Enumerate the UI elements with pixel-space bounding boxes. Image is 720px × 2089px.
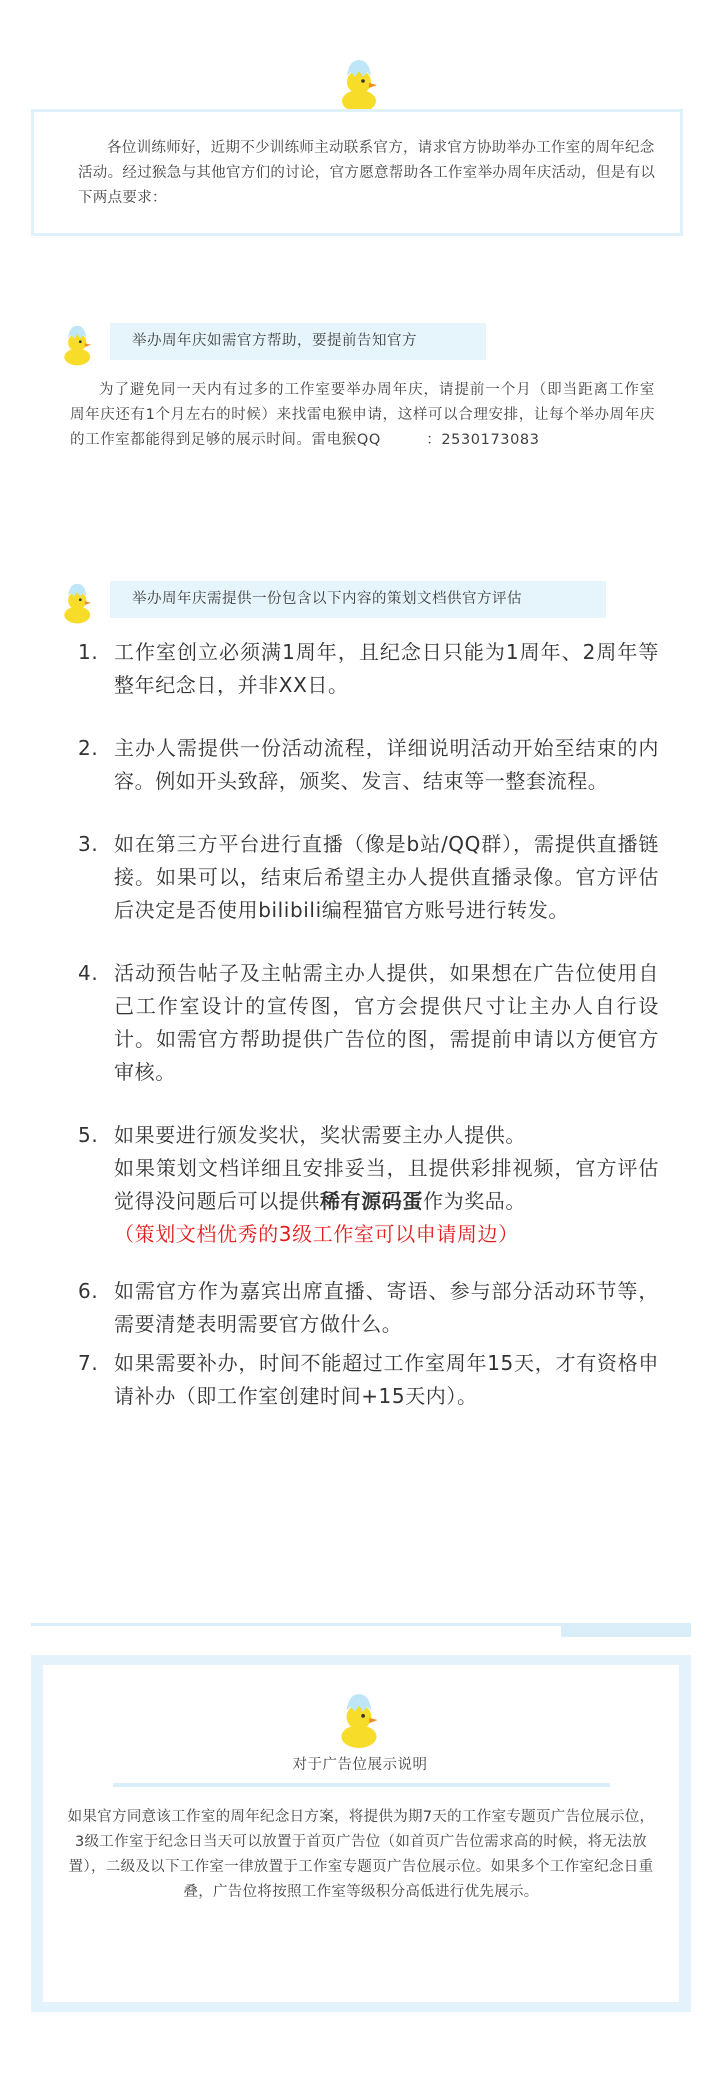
list-item: 4. 活动预告帖子及主帖需主办人提供，如果想在广告位使用自己工作室设计的宣传图，官方会提供尺寸让主办人自行设计。如需官方帮助提供广告位的图，需提前申请以方便官方审核。 (78, 961, 659, 1084)
list-item: 6. 如需官方作为嘉宾出席直播、寄语、参与部分活动环节等，需要清楚表明需要官方做什么。 (78, 1279, 659, 1336)
reward-highlight: 稀有源码蛋 (320, 1189, 423, 1213)
list-item: 1. 工作室创立必须满1周年，且纪念日只能为1周年、2周年等整年纪念日，并非XX日。 (78, 640, 659, 697)
duck-mascot-icon (339, 56, 381, 112)
list-item: 2. 主办人需提供一份活动流程，详细说明活动开始至结束的内容。例如开头致辞，颁奖、发言、结束等一整套流程。 (78, 736, 659, 793)
section2-label: 举办周年庆需提供一份包含以下内容的策划文档供官方评估 (110, 581, 606, 618)
merch-note: （策划文档优秀的3级工作室可以申请周边） (114, 1222, 519, 1246)
section1-label: 举办周年庆如需官方帮助，要提前告知官方 (110, 323, 486, 360)
requirements-list (74, 636, 659, 1413)
ad-title-underline (113, 1783, 610, 1787)
list-item: 5. 如果要进行颁发奖状，奖状需要主办人提供。 如果策划文档详细且安排妥当，且提供彩排视频，官方评估觉得没问题后可以提供稀有源码蛋作为奖品。 （策划文档优秀的3级工作室可以申请周边） (74, 1119, 659, 1251)
divider (31, 1623, 561, 1626)
ad-text: 如果官方同意该工作室的周年纪念日方案，将提供为期7天的工作室专题页广告位展示位，3级工作室于纪念日当天可以放置于首页广告位（如首页广告位需求高的时候，将无法放置），二级及以下工作室一律放置于工作室专题页广告位展示位。如果多个工作室纪念日重叠，广告位将按照工作室等级积分高低进行优先展示。 (67, 1809, 655, 1900)
section1-text: 为了避免同一天内有过多的工作室要举办周年庆，请提前一个月（即当距离工作室周年庆还有1个月左右的时候）来找雷电猴申请，这样可以合理安排，让每个举办周年庆的工作室都能得到足够的展示时间。雷电猴QQ ：2530173083 (70, 382, 655, 448)
duck-mascot-icon (62, 322, 94, 366)
intro-box (31, 109, 683, 236)
duck-mascot-icon (62, 580, 94, 624)
list-item: 7. 如果需要补办，时间不能超过工作室周年15天，才有资格申请补办（即工作室创建时间+15天内）。 (78, 1351, 659, 1408)
intro-text: 各位训练师好，近期不少训练师主动联系官方，请求官方协助举办工作室的周年纪念活动。经过猴急与其他官方们的讨论，官方愿意帮助各工作室举办周年庆活动，但是有以下两点要求： (78, 140, 656, 206)
divider-accent (561, 1623, 691, 1637)
list-item: 3. 如在第三方平台进行直播（像是b站/QQ群），需提供直播链接。如果可以，结束后希望主办人提供直播录像。官方评估后决定是否使用bilibili编程猫官方账号进行转发。 (78, 832, 659, 922)
ad-title: 对于广告位展示说明 (292, 1757, 428, 1773)
duck-mascot-icon (338, 1690, 382, 1748)
